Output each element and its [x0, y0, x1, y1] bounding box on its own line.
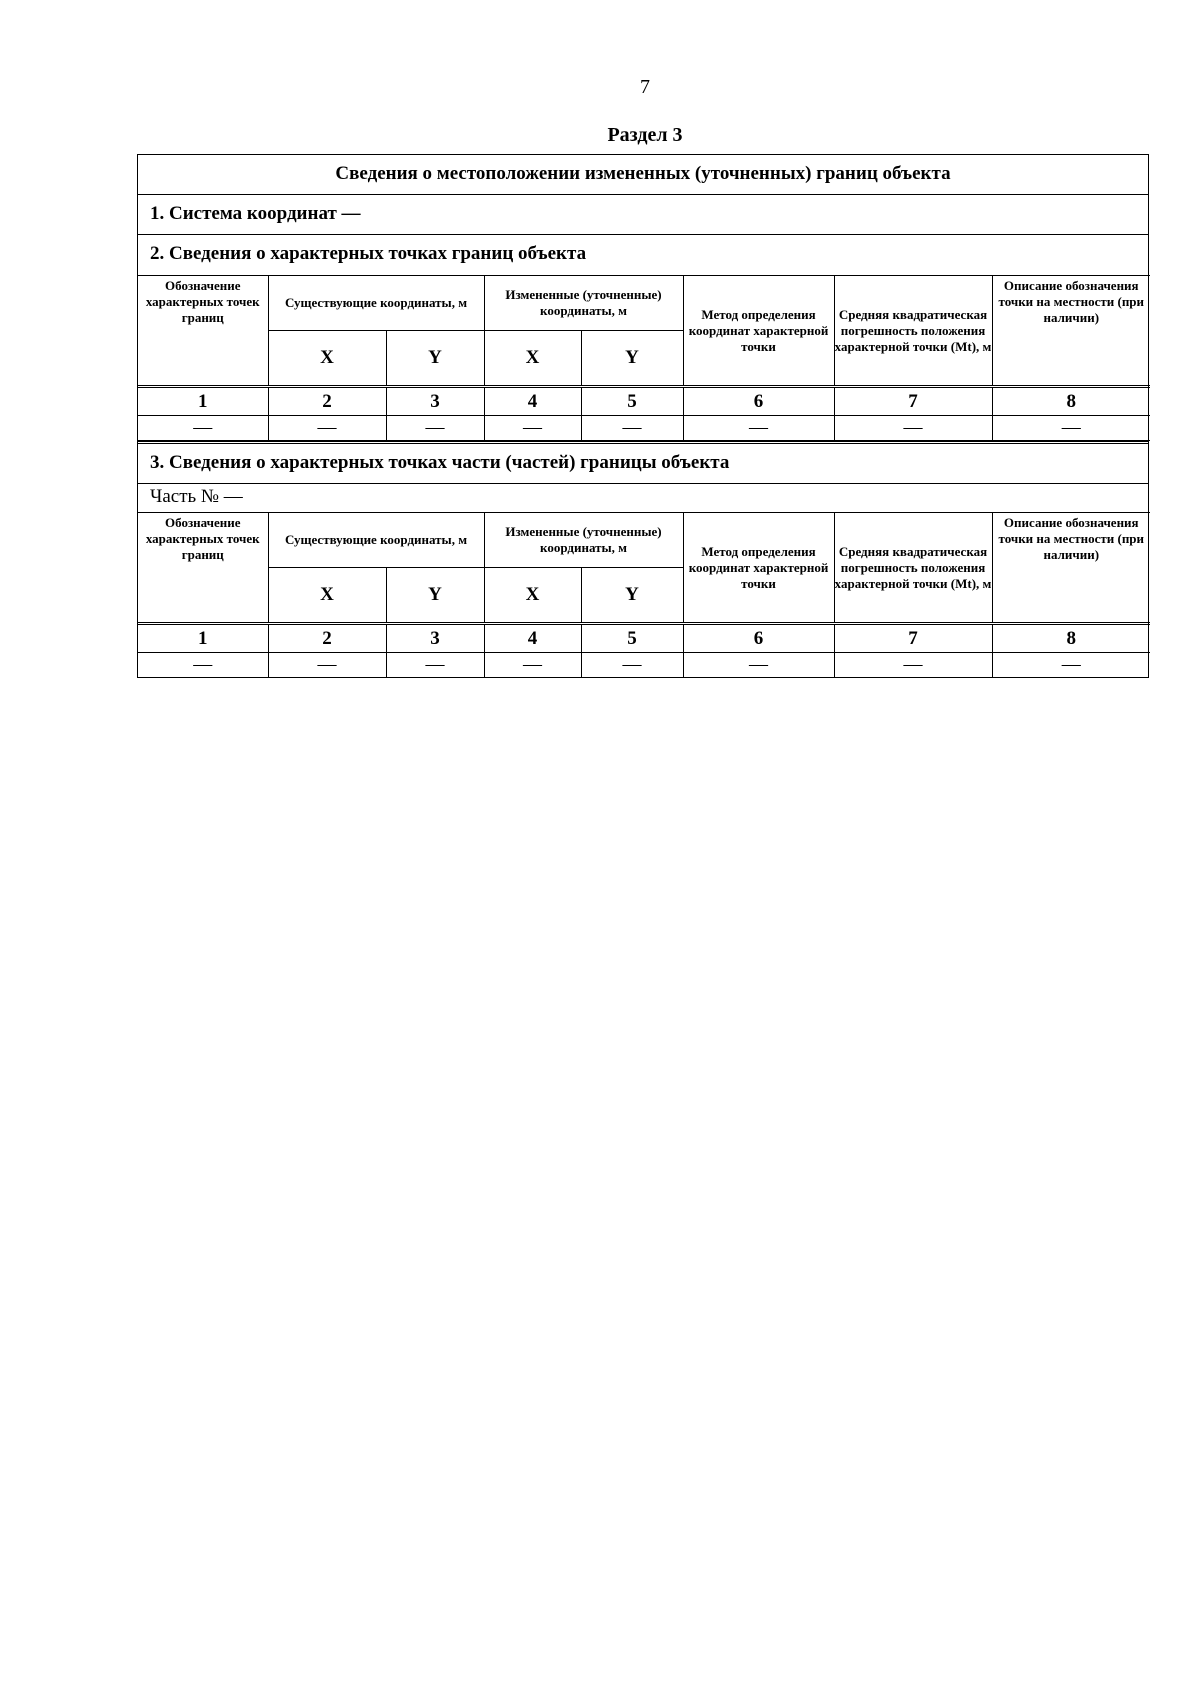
col-x-changed: X	[484, 331, 581, 387]
table-cell: —	[386, 416, 484, 441]
col-existing-coords-header: Существующие координаты, м	[268, 276, 484, 331]
column-number: 1	[138, 624, 268, 653]
column-numbers-row	[138, 387, 1150, 416]
section-title: Раздел 3	[607, 124, 683, 146]
column-number: 3	[386, 624, 484, 653]
column-number: 4	[484, 624, 581, 653]
coordinate-system: 1. Система координат —	[138, 195, 1148, 235]
col-y-existing: Y	[386, 568, 484, 624]
column-number: 7	[834, 387, 992, 416]
column-number: 7	[834, 624, 992, 653]
col-description-header: Описание обозначения точки на местности (при наличии)	[992, 276, 1150, 387]
col-method-header: Метод определения координат характерной точки	[683, 513, 834, 624]
col-changed-coords-header: Измененные (уточненные) координаты, м	[484, 513, 683, 568]
table-cell: —	[484, 653, 581, 678]
table-cell: —	[138, 653, 268, 678]
table-cell: —	[683, 653, 834, 678]
page-number: 7	[640, 76, 650, 98]
table-cell: —	[992, 416, 1150, 441]
col-error-header: Средняя квадратическая погрешность положения характерной точки (Mt), м	[834, 276, 992, 387]
column-numbers-row	[138, 624, 1150, 653]
part-number: Часть № —	[150, 486, 243, 507]
column-number: 8	[992, 624, 1150, 653]
col-error-header: Средняя квадратическая погрешность положения характерной точки (Mt), м	[834, 513, 992, 624]
table-cell: —	[581, 653, 683, 678]
column-number: 5	[581, 624, 683, 653]
column-number: 2	[268, 387, 386, 416]
main-heading: Сведения о местоположении измененных (уточненных) границ объекта	[138, 155, 1148, 195]
column-number: 3	[386, 387, 484, 416]
table-row	[138, 416, 1150, 441]
col-point-designation-header: Обозначение характерных точек границ	[138, 513, 268, 624]
column-number: 2	[268, 624, 386, 653]
column-number: 6	[683, 624, 834, 653]
col-y-existing: Y	[386, 331, 484, 387]
col-existing-coords-header: Существующие координаты, м	[268, 513, 484, 568]
block1-title: 2. Сведения о характерных точках границ объекта	[150, 243, 587, 264]
table-cell: —	[834, 653, 992, 678]
col-y-changed: Y	[581, 331, 683, 387]
table-cell: —	[834, 416, 992, 441]
block2-table	[138, 512, 1150, 677]
table-cell: —	[683, 416, 834, 441]
col-x-existing: X	[268, 331, 386, 387]
table-cell: —	[268, 416, 386, 441]
column-number: 4	[484, 387, 581, 416]
col-description-header: Описание обозначения точки на местности (при наличии)	[992, 513, 1150, 624]
table-cell: —	[138, 416, 268, 441]
table-cell: —	[268, 653, 386, 678]
boundary-form	[137, 154, 1149, 678]
col-point-designation-header: Обозначение характерных точек границ	[138, 276, 268, 387]
column-number: 8	[992, 387, 1150, 416]
column-number: 5	[581, 387, 683, 416]
col-changed-coords-header: Измененные (уточненные) координаты, м	[484, 276, 683, 331]
block2-title: 3. Сведения о характерных точках части (частей) границы объекта	[138, 444, 1148, 484]
col-x-changed: X	[484, 568, 581, 624]
column-number: 1	[138, 387, 268, 416]
table-row	[138, 653, 1150, 678]
block1-table	[138, 275, 1150, 441]
table-cell: —	[992, 653, 1150, 678]
col-x-existing: X	[268, 568, 386, 624]
table-cell: —	[581, 416, 683, 441]
table-cell: —	[386, 653, 484, 678]
table-cell: —	[484, 416, 581, 441]
col-y-changed: Y	[581, 568, 683, 624]
column-number: 6	[683, 387, 834, 416]
col-method-header: Метод определения координат характерной точки	[683, 276, 834, 387]
